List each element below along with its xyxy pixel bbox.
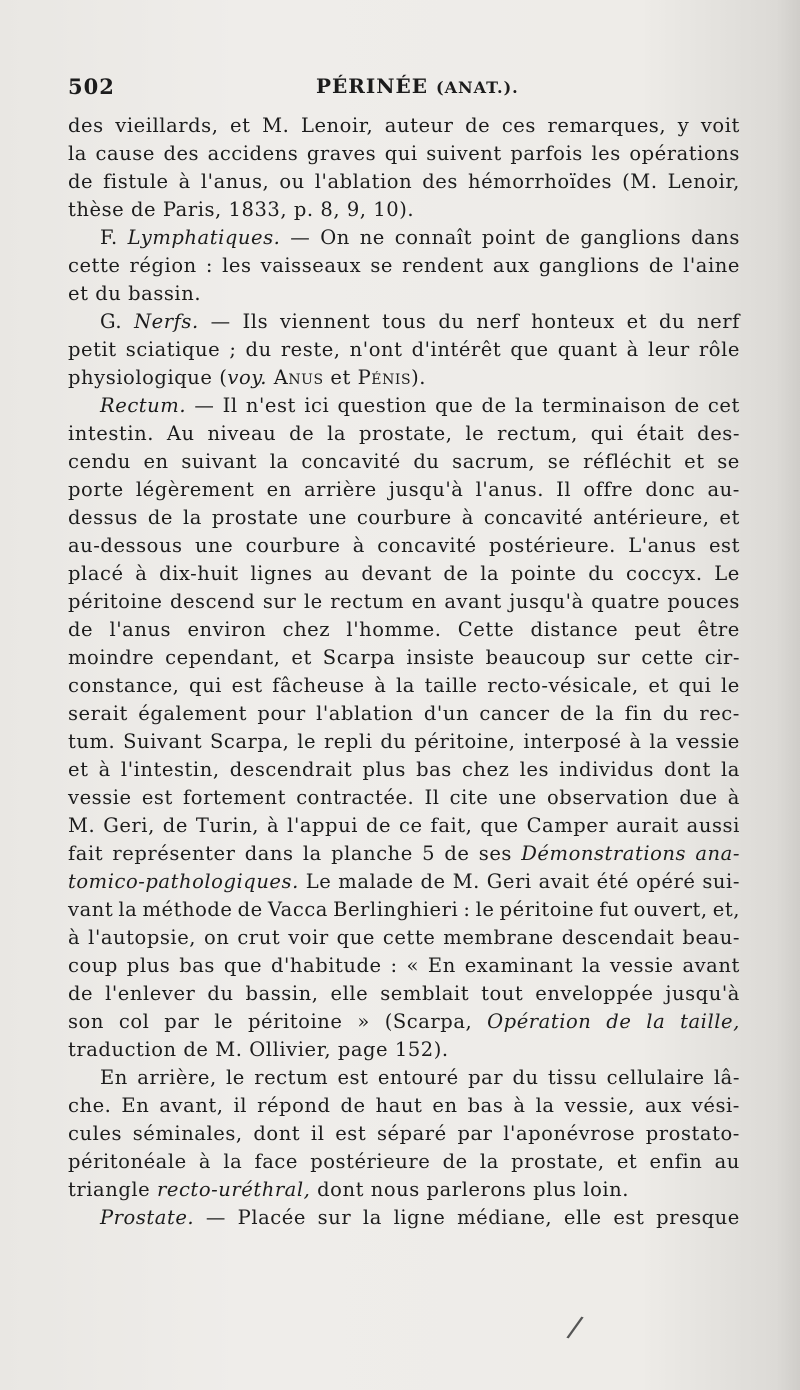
text-line: G. Nerfs. — Ils viennent tous du nerf honteux et du nerf: [100, 310, 740, 333]
text-line: péritoine descend sur le rectum en avant jusqu'à quatre pouces: [68, 590, 740, 613]
text-line: à l'autopsie, on crut voir que cette membrane descendait beau-: [68, 926, 740, 949]
text-line: serait également pour l'ablation d'un cancer de la fin du rec-: [68, 702, 740, 725]
text-line: intestin. Au niveau de la prostate, le rectum, qui était des-: [68, 422, 740, 445]
text-line: che. En avant, il répond de haut en bas à la vessie, aux vési-: [68, 1094, 740, 1117]
text-line: au-dessous une courbure à concavité postérieure. L'anus est: [68, 534, 740, 557]
text-line: M. Geri, de Turin, à l'appui de ce fait, que Camper aurait aussi: [68, 814, 740, 837]
text-line: vessie est fortement contractée. Il cite une observation due à: [68, 786, 740, 809]
text-line: de l'enlever du bassin, elle semblait tout enveloppée jusqu'à: [68, 982, 740, 1005]
text-line: petit sciatique ; du reste, n'ont d'intérêt que quant à leur rôle: [68, 338, 740, 361]
page-header: [68, 74, 738, 104]
text-line: et à l'intestin, descendrait plus bas chez les individus dont la: [68, 758, 740, 781]
text-line: traduction de M. Ollivier, page 152).: [68, 1038, 449, 1061]
text-line: tum. Suivant Scarpa, le repli du péritoine, interposé à la vessie: [68, 730, 740, 753]
body-text: [68, 112, 740, 1232]
text-line: coup plus bas que d'habitude : « En examinant la vessie avant: [68, 954, 740, 977]
running-title: [316, 74, 519, 98]
text-line: de fistule à l'anus, ou l'ablation des hémorrhoïdes (M. Lenoir,: [68, 170, 740, 193]
text-line: thèse de Paris, 1833, p. 8, 9, 10).: [68, 198, 415, 221]
text-line: cette région : les vaisseaux se rendent aux ganglions de l'aine: [68, 254, 740, 277]
text-line: F. Lymphatiques. — On ne connaît point de ganglions dans: [100, 226, 740, 249]
page-number: 502: [68, 74, 115, 99]
text-line: fait représenter dans la planche 5 de ses Démonstrations ana-: [68, 842, 740, 865]
text-line: En arrière, le rectum est entouré par du tissu cellulaire lâ-: [100, 1066, 740, 1089]
text-line: des vieillards, et M. Lenoir, auteur de ces remarques, y voit: [68, 114, 740, 137]
text-line: péritonéale à la face postérieure de la prostate, et enfin au: [68, 1150, 740, 1173]
text-line: placé à dix-huit lignes au devant de la pointe du coccyx. Le: [68, 562, 740, 585]
text-line: cules séminales, dont il est séparé par l'aponévrose prostato-: [68, 1122, 740, 1145]
running-title-main: PÉRINÉE: [316, 74, 429, 98]
text-line: constance, qui est fâcheuse à la taille recto-vésicale, et qui le: [68, 674, 740, 697]
text-line: dessus de la prostate une courbure à concavité antérieure, et: [68, 506, 740, 529]
running-title-paren: (ANAT.).: [436, 78, 519, 97]
text-line: triangle recto-uréthral, dont nous parlerons plus loin.: [68, 1178, 630, 1201]
text-line: Rectum. — Il n'est ici question que de la terminaison de cet: [100, 394, 740, 417]
text-line: tomico-pathologiques. Le malade de M. Geri avait été opéré sui-: [68, 870, 740, 893]
text-line: et du bassin.: [68, 282, 202, 305]
text-line: son col par le péritoine » (Scarpa, Opération de la taille,: [68, 1010, 740, 1033]
text-line: cendu en suivant la concavité du sacrum, se réfléchit et se: [68, 450, 740, 473]
text-line: moindre cependant, et Scarpa insiste beaucoup sur cette cir-: [68, 646, 740, 669]
text-line: Prostate. — Placée sur la ligne médiane, elle est presque: [100, 1206, 740, 1229]
pencil-mark: /: [564, 1309, 586, 1346]
text-line: physiologique (voy. Anus et Pénis).: [68, 366, 426, 389]
text-line: porte légèrement en arrière jusqu'à l'anus. Il offre donc au-: [68, 478, 740, 501]
text-line: de l'anus environ chez l'homme. Cette distance peut être: [68, 618, 740, 641]
text-line: vant la méthode de Vacca Berlinghieri : le péritoine fut ouvert, et,: [68, 898, 740, 921]
text-line: la cause des accidens graves qui suivent parfois les opérations: [68, 142, 740, 165]
